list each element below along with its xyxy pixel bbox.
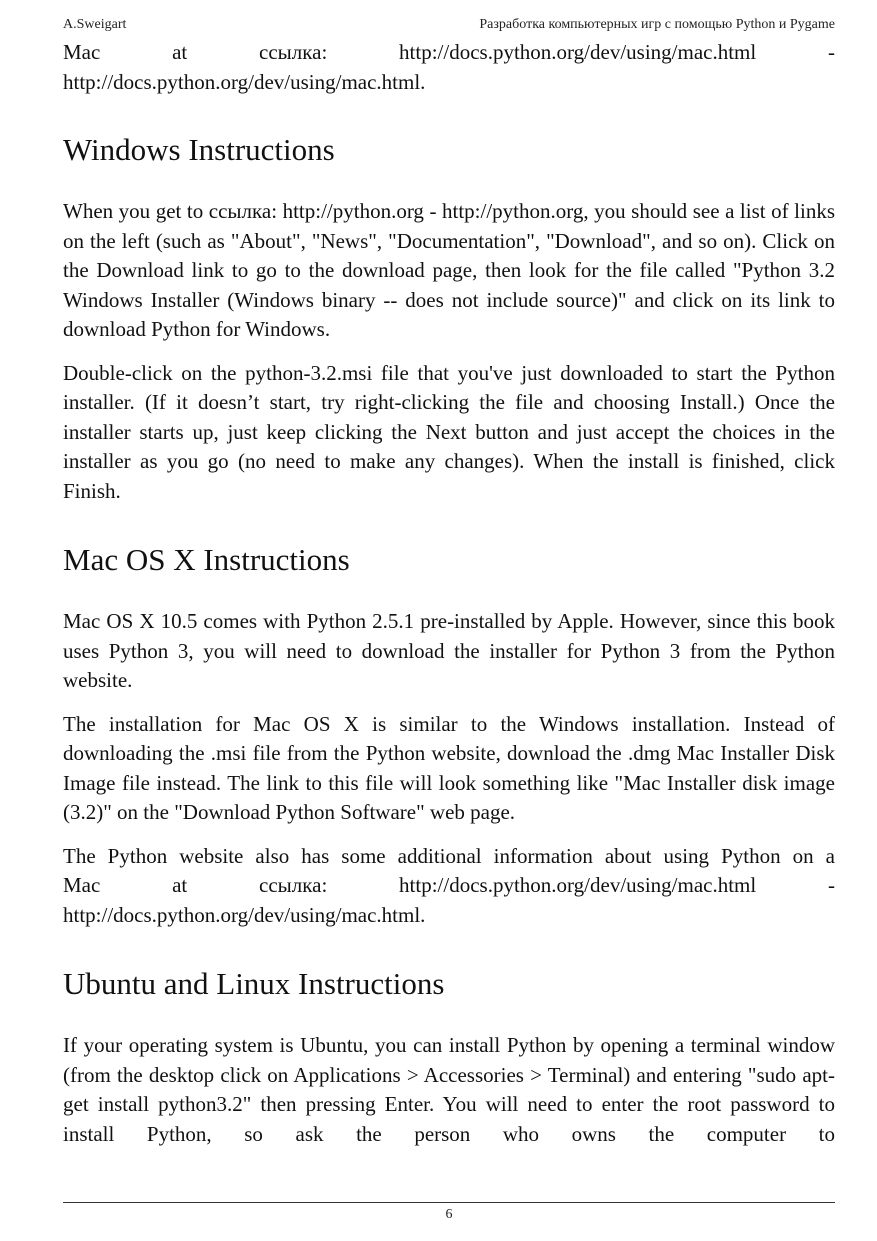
mac-instructions-heading: Mac OS X Instructions	[63, 542, 350, 577]
intro-fragment-paragraph	[63, 38, 835, 97]
header-book-title: Разработка компьютерных игр с помощью Python и Pygame	[479, 17, 835, 32]
page-number: 6	[445, 1207, 453, 1222]
linux-instructions-heading: Ubuntu and Linux Instructions	[63, 966, 445, 1001]
intro-fragment-line-2: http://docs.python.org/dev/using/mac.html.	[63, 69, 426, 94]
windows-instructions-heading: Windows Instructions	[63, 132, 335, 167]
mac-paragraph-3-line-2: Mac at ссылка: http://docs.python.org/dev/using/mac.html -	[63, 873, 835, 897]
linux-paragraph-1: If your operating system is Ubuntu, you can install Python by opening a terminal window (from the desktop click on Applications > Accessories > Terminal) and entering "sudo apt-get install python3.2" then pressing Enter. You will need to enter the root password to install Python, so ask the person who owns the computer to	[63, 1033, 835, 1146]
mac-paragraph-3	[63, 842, 835, 931]
footer-divider	[63, 1202, 835, 1203]
windows-paragraph-2: Double-click on the python-3.2.msi file that you've just downloaded to start the Python installer. (If it doesn’t start, try right-clicking the file and choosing Install.) Once the installer starts up, just keep clicking the Next button and just accept the choices in the installer as you go (no need to make any changes). When the install is finished, click Finish.	[63, 360, 835, 503]
windows-paragraph-1: When you get to ссылка: http://python.org - http://python.org, you should see a list of links on the left (such as "About", "News", "Documentation", "Download", and so on). Click on the Download link to go to the download page, then look for the file called "Python 3.2 Windows Installer (Windows binary -- does not include source)" and click on its link to download Python for Windows.	[63, 199, 835, 341]
mac-paragraph-1: Mac OS X 10.5 comes with Python 2.5.1 pre-installed by Apple. However, since this book uses Python 3, you will need to download the installer for Python 3 from the Python website.	[63, 609, 835, 692]
intro-fragment-line-1: Mac at ссылка: http://docs.python.org/dev/using/mac.html -	[63, 40, 835, 64]
mac-paragraph-3-line-3: http://docs.python.org/dev/using/mac.html.	[63, 902, 426, 927]
header-author: A.Sweigart	[63, 17, 127, 32]
mac-paragraph-3-line-1: The Python website also has some additional information about using Python on a	[63, 843, 835, 868]
page-content	[63, 38, 835, 1163]
running-header	[63, 16, 835, 34]
mac-paragraph-2: The installation for Mac OS X is similar to the Windows installation. Instead of downloading the .msi file from the Python website, download the .dmg Mac Installer Disk Image file instead. The link to this file will look something like "Mac Installer disk image (3.2)" on the "Download Python Software" web page.	[63, 711, 835, 824]
